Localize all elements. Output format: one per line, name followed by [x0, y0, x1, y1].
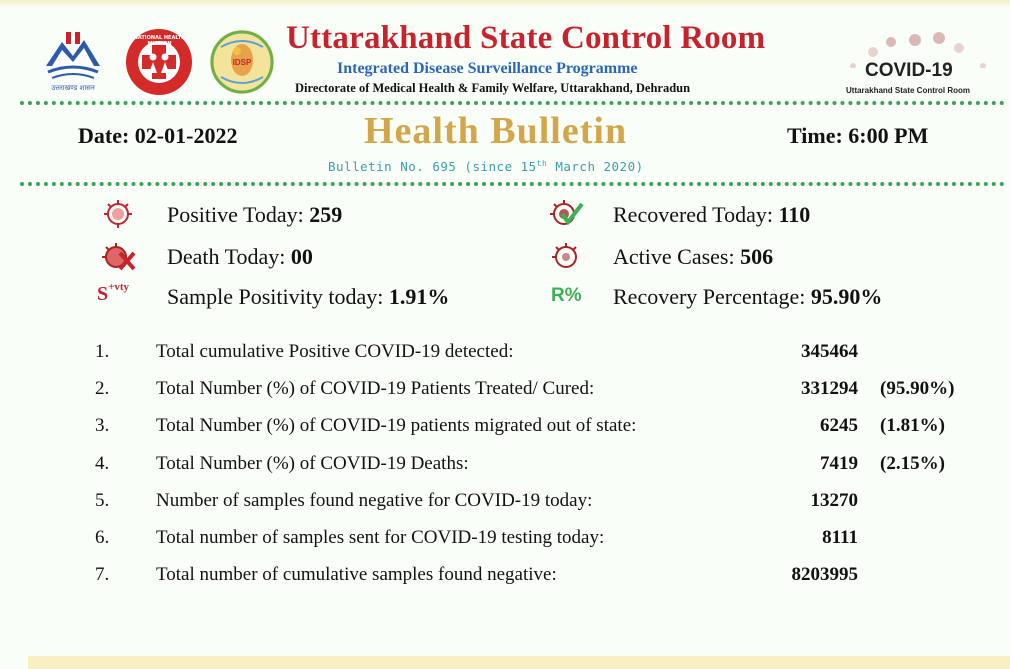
programme-subtitle: Integrated Disease Surveillance Programme [337, 60, 638, 77]
idsp-logo-caption: IDSP [232, 58, 252, 67]
divider-top [20, 101, 1005, 105]
covid-logo-text: COVID-19 [865, 60, 953, 81]
positive-today: Positive Today: 259 [167, 202, 343, 227]
row-number: 3. [95, 415, 110, 436]
row-label: Total number of cumulative samples found negative: [156, 564, 557, 585]
nhm-logo [122, 27, 197, 97]
row-value: 345464 [801, 341, 858, 362]
row-label: Total Number (%) of COVID-19 patients migrated out of state: [156, 415, 637, 436]
row-number: 1. [95, 341, 110, 362]
idsp-logo [207, 27, 277, 97]
row-percent: (2.15%) [880, 453, 945, 474]
bulletin-heading: Health Bulletin [364, 110, 628, 152]
govt-logo-caption: उत्तराखण्ड शासन [51, 84, 95, 92]
top-strip [0, 0, 1010, 8]
uttarakhand-govt-logo [38, 28, 108, 98]
bulletin-time: Time: 6:00 PM [787, 123, 929, 148]
row-label: Total Number (%) of COVID-19 Patients Treated/ Cured: [156, 378, 595, 399]
recovery-percentage: Recovery Percentage: 95.90% [613, 284, 883, 309]
death-today: Death Today: 00 [167, 244, 313, 269]
stat-row-6 [0, 527, 1010, 553]
stat-row-7 [0, 564, 1010, 590]
row-label: Total Number (%) of COVID-19 Deaths: [156, 453, 469, 474]
nhm-logo-caption: NATIONAL HEALTH MISSION [133, 35, 186, 47]
covid-logo-subtext: Uttarakhand State Control Room [846, 86, 971, 95]
stat-row-4 [0, 453, 1010, 479]
row-value: 331294 [801, 378, 858, 399]
stat-row-2 [0, 378, 1010, 404]
virus-check-icon [548, 198, 586, 235]
directorate-line: Directorate of Medical Health & Family Welfare, Uttarakhand, Dehradun [295, 81, 691, 95]
row-value: 7419 [820, 453, 858, 474]
recovery-percentage-icon: R% [551, 285, 582, 306]
bottom-strip [28, 656, 1010, 669]
row-label: Total number of samples sent for COVID-19 testing today: [156, 527, 605, 548]
row-label: Number of samples found negative for COVID-19 today: [156, 490, 593, 511]
bulletin-date: Date: 02-01-2022 [78, 123, 238, 148]
row-percent: (95.90%) [880, 378, 955, 399]
row-value: 13270 [810, 490, 858, 511]
active-cases: Active Cases: 506 [613, 244, 774, 269]
row-percent: (1.81%) [880, 415, 945, 436]
bulletin-number: Bulletin No. 695 (since 15th March 2020) [328, 159, 644, 175]
row-number: 4. [95, 453, 110, 474]
row-number: 6. [95, 527, 110, 548]
row-number: 5. [95, 490, 110, 511]
sample-positivity-today: Sample Positivity today: 1.91% [167, 284, 450, 309]
virus-outline-icon [550, 241, 586, 278]
row-value: 6245 [820, 415, 858, 436]
stat-row-3 [0, 415, 1010, 441]
recovered-today: Recovered Today: 110 [613, 202, 811, 227]
row-number: 7. [95, 564, 110, 585]
row-number: 2. [95, 378, 110, 399]
stat-row-5 [0, 490, 1010, 516]
row-value: 8111 [822, 527, 858, 548]
sample-positivity-icon: $S^{+vty}$ [97, 281, 130, 305]
divider-middle [20, 182, 1005, 186]
row-value: 8203995 [791, 564, 858, 585]
virus-cross-icon [100, 241, 138, 278]
row-label: Total cumulative Positive COVID-19 detected: [156, 341, 514, 362]
page-title: Uttarakhand State Control Room [286, 20, 766, 56]
virus-icon [100, 198, 136, 235]
stat-row-1 [0, 341, 1010, 367]
